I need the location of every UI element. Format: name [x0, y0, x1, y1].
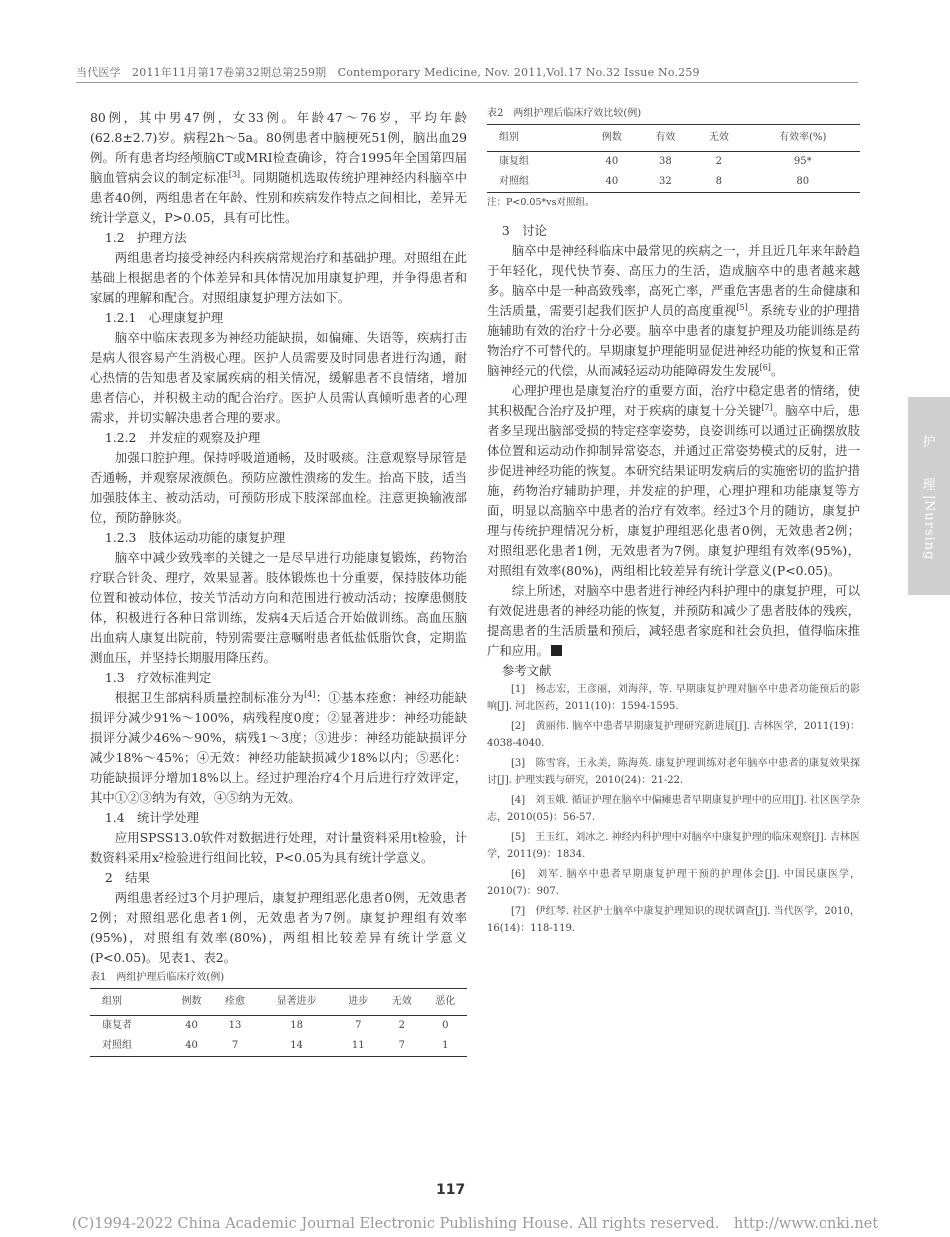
- paragraph: 80例，其中男47例，女33例。年龄47～76岁，平均年龄(62.8±2.7)岁。病程2h～5a。80例患者中脑梗死51例，脑出血29例。所有患者均经颅脑CT或MRI检查确诊，符合1995年全国第四届脑血管病会议的制定标准[3]。同期随机选取传统护理神经内科脑卒中患者40例，两组患者在年龄、性别和疾病发作特点之间相比，差异无统计学意义，P>0.05，具有可比性。: [90, 110, 468, 225]
- copyright-footer: (C)1994-2022 China Academic Journal Electronic Publishing House. All rights reserved. http://www.cnki.net: [71, 1216, 879, 1232]
- paragraph: 应用SPSS13.0软件对数据进行处理，对计量资料采用t检验，计数资料采用x²检验进行组间比较，P<0.05为具有统计学意义。: [90, 830, 467, 865]
- section-heading: 1.4 统计学处理: [104, 810, 199, 825]
- table-row: [487, 152, 860, 173]
- section-side-tab: [908, 397, 950, 595]
- reference-item: [4] 刘玉娥. 循证护理在脑卒中偏瘫患者早期康复护理中的应用[J]. 社区医学杂志，2010(05)：56-57.: [487, 795, 860, 823]
- section-heading: 1.3 疗效标准判定: [104, 670, 212, 685]
- table1-header: 例数: [170, 989, 214, 1016]
- table-cell: 康复者: [102, 1020, 132, 1031]
- section-heading: 2 结果: [104, 870, 150, 885]
- table-cell: 95*: [793, 156, 812, 167]
- section-heading: 1.2.3 肢体运动功能的康复护理: [104, 530, 286, 545]
- paragraph: 两组患者均接受神经内科疾病常规治疗和基础护理。对照组在此基础上根据患者的个体差异和具体情况加用康复护理，并争得患者和家属的理解和配合。对照组康复护理方法如下。: [90, 250, 467, 305]
- paragraph: 根据卫生部病科质量控制标准分为[4]：①基本痊愈：神经功能缺损评分减少91%～100%，病残程度0度；②显著进步：神经功能缺损评分减少46%～90%，病残1～3度；③进步：神经功能缺损评分减少18%～45%；④无效：神经功能缺损减少18%以内；⑤恶化：功能缺损评分增加18%以上。经过护理治疗4个月后进行疗效评定，其中①②③纳为有效，④⑤纳为无效。: [90, 689, 468, 805]
- table-cell: 2: [398, 1020, 405, 1031]
- table2-header: 有效率(%): [746, 125, 860, 152]
- paragraph: 综上所述，对脑卒中患者进行神经内科护理中的康复护理，可以有效促进患者的神经功能的恢复，并预防和减少了患者肢体的残疾，提高患者的生活质量和预后，减轻患者家庭和社会负担，值得临床推广和应用。: [487, 583, 860, 658]
- table-cell: 32: [639, 172, 693, 193]
- reference-item: [5] 王玉红，刘冰之. 神经内科护理中对脑卒中康复护理的临床观察[J]. 吉林医学，2011(9)：1834.: [487, 832, 860, 860]
- table2-header: 有效: [639, 125, 693, 152]
- section-heading: 1.2 护理方法: [104, 230, 187, 245]
- section-heading: 1.2.1 心理康复护理: [104, 310, 224, 325]
- page-number: 117: [436, 1182, 466, 1198]
- section-heading: 1.2.2 并发症的观察及护理: [104, 430, 261, 445]
- reference-item: [7] 伊红琴. 社区护士脑卒中康复护理知识的现状调查[J]. 当代医学，2010，16(14)：118-119.: [487, 906, 860, 934]
- left-column: [90, 108, 467, 1057]
- side-tab-cn2: 理: [922, 478, 936, 494]
- table1-header: 显著进步: [257, 989, 337, 1016]
- running-header: 当代医学 2011年11月第17卷第32期总第259期 Contemporary Medicine, Nov. 2011,Vol.17 No.32 Issue No.259: [76, 66, 700, 79]
- table-cell: 7: [380, 1036, 424, 1057]
- table1-header: 痊愈: [213, 989, 257, 1016]
- table-cell: 38: [658, 156, 672, 167]
- table-cell: 80: [746, 172, 860, 193]
- table-cell: 对照组: [487, 172, 585, 193]
- table2-caption: 表2 两组护理后临床疗效比较(例): [487, 108, 642, 119]
- table-cell: 13: [228, 1020, 242, 1031]
- table-cell: 40: [170, 1036, 214, 1057]
- header-rule: [76, 82, 858, 83]
- side-tab-cn1: 护: [922, 435, 936, 451]
- reference-item: [3] 陈雪容，王永美，陈海英. 康复护理训练对老年脑卒中患者的康复效果探讨[J]. 护理实践与研究，2010(24)：21-22.: [487, 758, 860, 786]
- side-tab-separator: |: [921, 495, 937, 501]
- table-cell: 2: [715, 156, 723, 167]
- section-heading: 3 讨论: [501, 223, 547, 238]
- table-cell: 7: [213, 1036, 257, 1057]
- paragraph: 脑卒中临床表现多为神经功能缺损，如偏瘫、失语等，疾病打击是病人很容易产生消极心理。医护人员需要及时同患者进行沟通，耐心热情的告知患者及家属疾病的相关情况，缓解患者不良情绪，增加患者信心，并积极主动的配合治疗。医护人员需认真倾听患者的心理需求，并切实解决患者合理的要求。: [90, 330, 467, 425]
- paragraph: 加强口腔护理。保持呼吸道通畅，及时吸痰。注意观察导尿管是否通畅，并观察尿液颜色。预防应激性溃疡的发生。抬高下肢，适当加强肢体主、被动活动，可预防形成下肢深部血栓。注意更换输液部位，预防静脉炎。: [90, 450, 467, 525]
- table-cell: 1: [424, 1036, 468, 1057]
- table-cell: 40: [605, 156, 619, 167]
- references-heading: 参考文献: [501, 663, 552, 678]
- table-row: [90, 1016, 467, 1037]
- table-cell: 8: [692, 172, 746, 193]
- table1-header: 进步: [337, 989, 381, 1016]
- table2-header: 组别: [487, 125, 585, 152]
- table-cell: 11: [337, 1036, 381, 1057]
- side-tab-english: Nursing: [921, 500, 937, 561]
- table-cell: 40: [185, 1020, 198, 1031]
- right-column: [487, 104, 860, 940]
- table1: [90, 988, 467, 1057]
- reference-item: [6] 刘军. 脑卒中患者早期康复护理干预的护理体会[J]. 中国民康医学，2010(7)：907.: [487, 869, 860, 897]
- table-cell: 7: [355, 1020, 362, 1031]
- paragraph: 脑卒中是神经科临床中最常见的疾病之一，并且近几年来年龄趋于年轻化，现代快节奏、高压力的生活，造成脑卒中的患者越来越多。脑卒中是一种高致残率，高死亡率，严重危害患者的生命健康和生活质量，需要引起我们医护人员的高度重视[5]。系统专业的护理措施辅助有效的治疗十分必要。脑卒中患者的康复护理及功能训练是药物治疗不可替代的。早期康复护理能明显促进神经功能的恢复和正常脑神经元的代偿，从而减轻运动功能障碍发生发展[6]。: [487, 243, 861, 378]
- table-row: [487, 172, 860, 193]
- table-cell: 14: [257, 1036, 337, 1057]
- table1-header: 恶化: [424, 989, 468, 1016]
- table2-header: 例数: [585, 125, 639, 152]
- table2: [487, 124, 860, 193]
- table1-caption: 表1 两组护理后临床疗效(例): [90, 972, 225, 983]
- table2-header: 无效: [692, 125, 746, 152]
- table-row: [90, 1036, 467, 1057]
- table-cell: 康复组: [499, 156, 529, 167]
- reference-item: [2] 黄丽伟. 脑卒中患者早期康复护理研究新进展[J]. 吉林医学，2011(19)：4038-4040.: [487, 721, 860, 749]
- paragraph: 两组患者经过3个月护理后，康复护理组恶化患者0例，无效患者2例；对照组恶化患者1例，无效患者为7例。康复护理组有效率(95%)，对照组有效率(80%)，两组相比较差异有统计学意义(P<0.05)。见表1、表2。: [90, 890, 467, 965]
- table1-header: 无效: [380, 989, 424, 1016]
- table-cell: 对照组: [90, 1036, 170, 1057]
- table-cell: 0: [442, 1020, 449, 1031]
- paragraph: 脑卒中减少致残率的关键之一是尽早进行功能康复锻炼，药物治疗联合针灸、理疗，效果显著。肢体锻炼也十分重要，保持肢体功能位置和被动体位，按关节活动方向和范围进行被动活动；按摩患侧肢体，积极进行各种日常训练，发病4天后适合开始做训练。高血压脑出血病人康复出院前，特别需要注意嘱咐患者低盐低脂饮食，定期监测血压，并坚持长期服用降压药。: [90, 550, 467, 665]
- table2-note: 注：P<0.05*vs对照组。: [487, 197, 595, 208]
- paragraph: 心理护理也是康复治疗的重要方面，治疗中稳定患者的情绪，使其积极配合治疗及护理，对于疾病的康复十分关键[7]。脑卒中后，患者多呈现出脑部受损的特定痉挛姿势，良姿训练可以通过正确摆放肢体位置和运动动作抑制异常姿态，并通过正常姿势模式的反射，进一步促进神经功能的恢复。本研究结果证明发病后的实施密切的监护措施，药物治疗辅助护理，并发症的护理，心理护理和功能康复等方面，明显以高脑卒中患者的治疗有效率。经过3个月的随访，康复护理与传统护理情况分析，康复护理组恶化患者0例，无效患者2例；对照组恶化患者1例，无效患者为7例。康复护理组有效率(95%)，对照组有效率(80%)，两组相比较差异有统计学意义(P<0.05)。: [487, 383, 861, 578]
- reference-item: [1] 杨志宏，王彦丽，刘海萍，等. 早期康复护理对脑卒中患者功能预后的影响[J]. 河北医药，2011(10)：1594-1595.: [487, 684, 860, 712]
- end-of-article-icon: [551, 645, 562, 656]
- table1-header: 组别: [90, 989, 170, 1016]
- table-cell: 40: [585, 172, 639, 193]
- table-cell: 18: [290, 1020, 303, 1031]
